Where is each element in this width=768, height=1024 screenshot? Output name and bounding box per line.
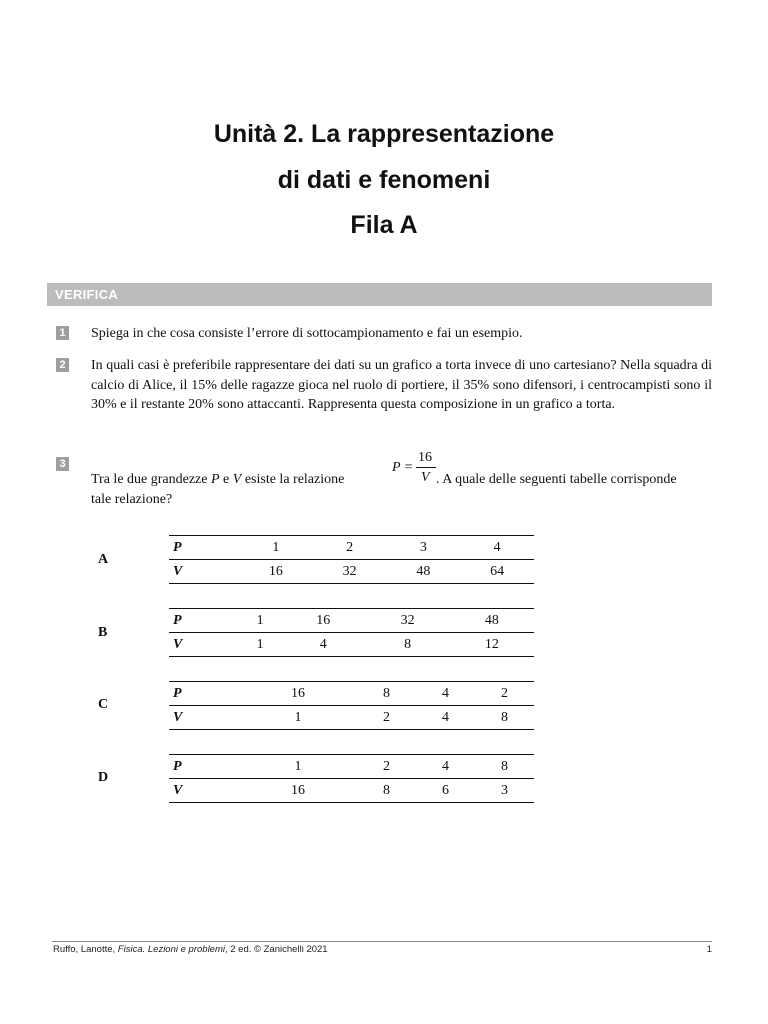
table-cell: 4: [416, 706, 475, 730]
table-row: [169, 779, 534, 803]
row-header-v: V: [169, 706, 239, 730]
question-3-text-start: Tra le due grandezze P e V esiste la relazione: [91, 472, 345, 487]
table-cell: 2: [357, 706, 416, 730]
table-cell: 16: [239, 682, 357, 706]
footer-divider: [52, 941, 712, 942]
option-letter-c: C: [98, 697, 109, 712]
table-cell: 16: [281, 609, 365, 633]
page-title-line-2: di dati e fenomeni: [277, 166, 491, 194]
row-header-p: P: [169, 682, 239, 706]
question-3-text-continued: . A quale delle seguenti tabelle corrisponde: [436, 472, 677, 487]
table-cell: 8: [357, 682, 416, 706]
question-number-badge: 2: [56, 358, 69, 372]
table-cell: 48: [450, 609, 534, 633]
table-cell: 8: [365, 633, 449, 657]
row-header-p: P: [169, 609, 239, 633]
question-2-text: In quali casi è preferibile rappresentare dei dati su un grafico a torta invece di uno cartesiano? Nella squadra di calcio di Alice, il 15% delle ragazze gioca nel ruolo di portiere, il 35% sono difensori, i centrocampisti sono il 30% e il restante 20% sono attaccanti. Rappresenta questa composizione in un grafico a torta.: [91, 358, 712, 412]
table-cell: 48: [387, 560, 461, 584]
table-cell: 4: [281, 633, 365, 657]
formula-lhs: P =: [392, 460, 414, 475]
variable-v: V: [232, 472, 242, 487]
option-letter-a: A: [98, 552, 109, 567]
table-cell: 32: [313, 560, 387, 584]
table-cell: 2: [313, 536, 387, 560]
option-letter-b: B: [98, 625, 108, 640]
table-cell: 4: [416, 682, 475, 706]
table-cell: 8: [475, 755, 534, 779]
table-row: [169, 560, 534, 584]
variable-p: P: [210, 472, 220, 487]
table-cell: 1: [239, 755, 357, 779]
row-header-v: V: [169, 560, 239, 584]
table-cell: 1: [239, 633, 281, 657]
table-cell: 2: [475, 682, 534, 706]
table-cell: 6: [416, 779, 475, 803]
option-table-c: [169, 681, 534, 730]
footer-citation: Ruffo, Lanotte, Fisica. Lezioni e problemi, 2 ed. © Zanichelli 2021: [53, 944, 328, 955]
option-letter-d: D: [98, 770, 109, 785]
table-cell: 16: [239, 560, 313, 584]
table-cell: 16: [239, 779, 357, 803]
table-cell: 8: [475, 706, 534, 730]
formula-numerator: 16: [418, 450, 432, 465]
section-header-bar: [47, 283, 712, 306]
table-cell: 2: [357, 755, 416, 779]
question-3-text-line-2: tale relazione?: [91, 492, 173, 507]
page-number: 1: [706, 944, 712, 955]
table-cell: 64: [460, 560, 534, 584]
row-header-v: V: [169, 633, 239, 657]
table-cell: 1: [239, 609, 281, 633]
question-1-text: Spiega in che cosa consiste l’errore di sottocampionamento e fai un esempio.: [91, 326, 523, 341]
option-table-a: [169, 535, 534, 584]
question-number-badge: 1: [56, 326, 69, 340]
row-header-p: P: [169, 536, 239, 560]
table-row: [169, 682, 534, 706]
formula-denominator: V: [421, 470, 430, 485]
fraction-bar: [416, 467, 436, 468]
table-cell: 1: [239, 536, 313, 560]
page-subtitle-fila: Fila A: [350, 211, 418, 239]
section-label: VERIFICA: [55, 287, 119, 302]
table-row: [169, 633, 534, 657]
table-cell: 3: [387, 536, 461, 560]
table-cell: 1: [239, 706, 357, 730]
table-row: [169, 706, 534, 730]
row-header-v: V: [169, 779, 239, 803]
table-cell: 12: [450, 633, 534, 657]
question-number-badge: 3: [56, 457, 69, 471]
table-row: [169, 755, 534, 779]
table-row: [169, 536, 534, 560]
table-cell: 4: [460, 536, 534, 560]
table-row: [169, 609, 534, 633]
option-table-d: [169, 754, 534, 803]
table-cell: 32: [365, 609, 449, 633]
table-cell: 4: [416, 755, 475, 779]
table-cell: 8: [357, 779, 416, 803]
table-cell: 3: [475, 779, 534, 803]
row-header-p: P: [169, 755, 239, 779]
option-table-b: [169, 608, 534, 657]
page-title-line-1: Unità 2. La rappresentazione: [213, 120, 555, 148]
